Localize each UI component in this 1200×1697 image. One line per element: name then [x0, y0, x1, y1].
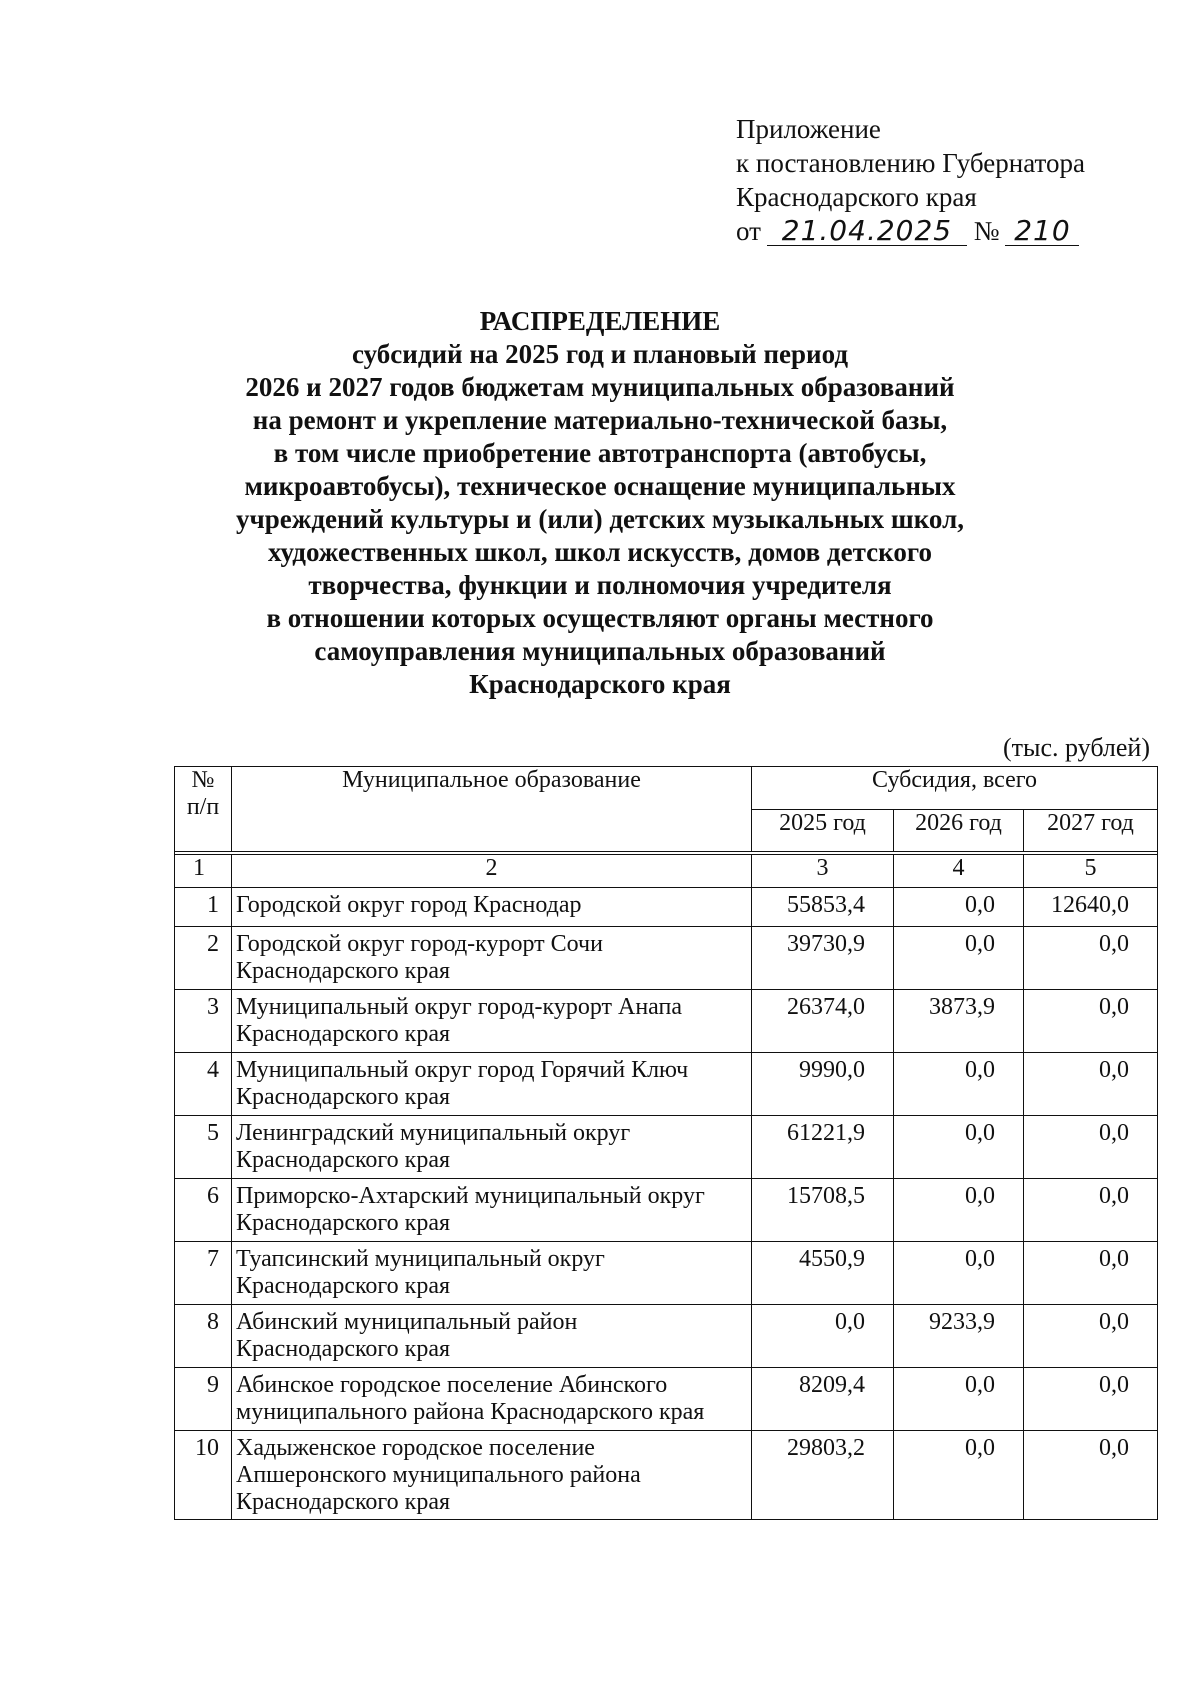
value-2027: 0,0: [1024, 1242, 1158, 1305]
table-row: [175, 888, 1158, 927]
row-name: [232, 1431, 752, 1520]
value-2026: 0,0: [894, 1368, 1024, 1431]
row-name-line: Городской округ город-курорт Сочи: [236, 931, 603, 957]
handwritten-number: 210: [1005, 217, 1079, 246]
row-name-line: Абинское городское поселение Абинского: [236, 1372, 668, 1398]
value-2026: 0,0: [894, 1116, 1024, 1179]
table-row: [175, 990, 1158, 1053]
row-number: 1: [175, 888, 232, 927]
title-line: Краснодарского края: [469, 669, 731, 699]
appendix-line-3: Краснодарского края: [736, 182, 977, 212]
value-2026: 9233,9: [894, 1305, 1024, 1368]
value-2025: 0,0: [752, 1305, 894, 1368]
header-num: № п/п: [175, 767, 232, 852]
column-index: 1: [175, 855, 232, 888]
row-number: 10: [175, 1431, 232, 1520]
value-2027: 0,0: [1024, 990, 1158, 1053]
title-line: микроавтобусы), техническое оснащение муниципальных: [244, 471, 956, 501]
row-number: 9: [175, 1368, 232, 1431]
row-number: 7: [175, 1242, 232, 1305]
column-index: 2: [232, 855, 752, 888]
table-row: [175, 1431, 1158, 1520]
table-row: [175, 1179, 1158, 1242]
row-name-line: муниципального района Краснодарского края: [236, 1399, 705, 1425]
column-index: 5: [1024, 855, 1158, 888]
row-name-line: Краснодарского края: [236, 1210, 451, 1236]
value-2025: 29803,2: [752, 1431, 894, 1520]
row-name-line: Приморско-Ахтарский муниципальный округ: [236, 1183, 705, 1209]
row-name: [232, 1305, 752, 1368]
appendix-date-line: [736, 214, 1085, 248]
value-2026: 0,0: [894, 1242, 1024, 1305]
value-2025: 9990,0: [752, 1053, 894, 1116]
column-index-row: [175, 855, 1158, 888]
value-2027: 0,0: [1024, 1179, 1158, 1242]
title-line: творчества, функции и полномочия учредителя: [308, 570, 892, 600]
value-2027: 0,0: [1024, 927, 1158, 990]
value-2025: 55853,4: [752, 888, 894, 927]
title-line: РАСПРЕДЕЛЕНИЕ: [479, 306, 721, 336]
table-row: [175, 1368, 1158, 1431]
row-name-line: Краснодарского края: [236, 1489, 451, 1515]
row-number: 2: [175, 927, 232, 990]
row-name: [232, 1242, 752, 1305]
value-2027: 12640,0: [1024, 888, 1158, 927]
value-2025: 39730,9: [752, 927, 894, 990]
subsidy-table: [174, 766, 1158, 1520]
title-line: в отношении которых осуществляют органы местного: [266, 603, 934, 633]
row-name-line: Краснодарского края: [236, 1336, 451, 1362]
handwritten-date: 21.04.2025: [767, 217, 967, 246]
row-name-line: Ленинградский муниципальный округ: [236, 1120, 631, 1146]
table-row: [175, 1053, 1158, 1116]
value-2027: 0,0: [1024, 1053, 1158, 1116]
header-2026: 2026 год: [894, 810, 1024, 852]
row-name-line: Городской округ город Краснодар: [236, 892, 582, 918]
row-name: [232, 1179, 752, 1242]
value-2025: 4550,9: [752, 1242, 894, 1305]
value-2027: 0,0: [1024, 1305, 1158, 1368]
row-number: 3: [175, 990, 232, 1053]
row-name-line: Краснодарского края: [236, 1021, 451, 1047]
row-name: [232, 1116, 752, 1179]
value-2026: 0,0: [894, 1431, 1024, 1520]
row-name: [232, 990, 752, 1053]
header-2027: 2027 год: [1024, 810, 1158, 852]
row-name-line: Краснодарского края: [236, 1273, 451, 1299]
title-line: 2026 и 2027 годов бюджетам муниципальных образований: [245, 372, 955, 402]
header-name: Муниципальное образование: [232, 767, 752, 852]
title-line: учреждений культуры и (или) детских музыкальных школ,: [236, 504, 964, 534]
table-row: [175, 1305, 1158, 1368]
value-2027: 0,0: [1024, 1431, 1158, 1520]
value-2025: 61221,9: [752, 1116, 894, 1179]
from-label: от: [736, 216, 761, 246]
number-label: №: [973, 216, 1000, 246]
header-2025: 2025 год: [752, 810, 894, 852]
appendix-block: [736, 112, 1085, 248]
title-line: на ремонт и укрепление материально-технической базы,: [252, 405, 948, 435]
header-row-1: [175, 767, 1158, 810]
document-title: [0, 305, 1200, 701]
row-name-line: Краснодарского края: [236, 958, 451, 984]
table-row: [175, 927, 1158, 990]
row-number: 5: [175, 1116, 232, 1179]
row-name: [232, 1368, 752, 1431]
row-number: 4: [175, 1053, 232, 1116]
row-name-line: Краснодарского края: [236, 1147, 451, 1173]
row-name-line: Хадыженское городское поселение: [236, 1435, 595, 1461]
column-index: 4: [894, 855, 1024, 888]
value-2027: 0,0: [1024, 1368, 1158, 1431]
value-2026: 0,0: [894, 1053, 1024, 1116]
value-2026: 0,0: [894, 888, 1024, 927]
row-name-line: Туапсинский муниципальный округ: [236, 1246, 605, 1272]
title-line: в том числе приобретение автотранспорта (автобусы,: [273, 438, 927, 468]
table-row: [175, 1242, 1158, 1305]
value-2025: 26374,0: [752, 990, 894, 1053]
value-2026: 0,0: [894, 1179, 1024, 1242]
row-name-line: Муниципальный округ город-курорт Анапа: [236, 994, 683, 1020]
row-name: [232, 888, 752, 927]
row-name-line: Муниципальный округ город Горячий Ключ: [236, 1057, 689, 1083]
row-number: 8: [175, 1305, 232, 1368]
row-name: [232, 927, 752, 990]
column-index: 3: [752, 855, 894, 888]
value-2026: 3873,9: [894, 990, 1024, 1053]
title-line: художественных школ, школ искусств, домов детского: [268, 537, 932, 567]
row-number: 6: [175, 1179, 232, 1242]
units-label: (тыс. рублей): [1002, 733, 1150, 762]
row-name-line: Краснодарского края: [236, 1084, 451, 1110]
title-line: самоуправления муниципальных образований: [314, 636, 886, 666]
title-line: субсидий на 2025 год и плановый период: [352, 339, 848, 369]
value-2027: 0,0: [1024, 1116, 1158, 1179]
appendix-line-2: к постановлению Губернатора: [736, 148, 1085, 178]
value-2025: 8209,4: [752, 1368, 894, 1431]
header-subsidy: Субсидия, всего: [752, 767, 1158, 810]
appendix-line-1: Приложение: [736, 114, 881, 144]
value-2025: 15708,5: [752, 1179, 894, 1242]
row-name: [232, 1053, 752, 1116]
table-row: [175, 1116, 1158, 1179]
row-name-line: Апшеронского муниципального района: [236, 1462, 641, 1488]
row-name-line: Абинский муниципальный район: [236, 1309, 578, 1335]
value-2026: 0,0: [894, 927, 1024, 990]
